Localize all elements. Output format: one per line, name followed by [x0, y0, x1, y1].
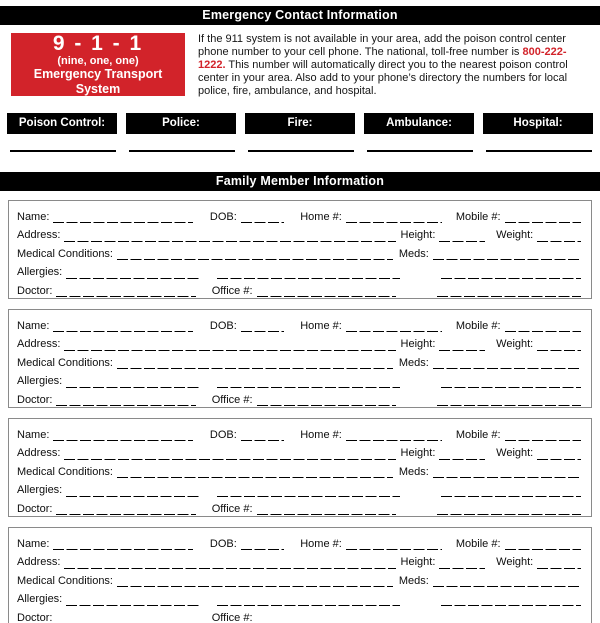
family-member-box-3 [8, 418, 592, 517]
medical-conditions-label: Medical Conditions: [17, 465, 113, 478]
doctor-label: Doctor: [17, 393, 53, 406]
allergies-continuation-blank-line [217, 264, 400, 279]
emergency-contact-blank-line [7, 134, 117, 152]
office-phone-label: Office #: [211, 502, 253, 515]
doctor-label: Doctor: [17, 611, 53, 623]
medical-conditions-blank-line [117, 355, 393, 370]
medical-conditions-label: Medical Conditions: [17, 247, 113, 260]
meds-label: Meds: [398, 574, 429, 587]
blank-line [10, 150, 116, 152]
address-blank-line [64, 445, 395, 460]
doctor-label: Doctor: [17, 502, 53, 515]
intro-paragraph [198, 33, 590, 98]
address-label: Address: [17, 338, 61, 350]
height-label: Height: [400, 229, 436, 241]
home-phone-blank-line [346, 209, 442, 224]
meds-label: Meds: [398, 465, 429, 478]
name-blank-line [53, 427, 193, 442]
office-phone-blank-line [257, 610, 396, 623]
address-label: Address: [17, 556, 61, 568]
meds-label: Meds: [398, 356, 429, 369]
allergies-continuation-blank-line [217, 373, 400, 388]
height-blank-line [439, 445, 485, 460]
office-phone-label: Office #: [211, 393, 253, 406]
name-label: Name: [17, 537, 50, 550]
dob-label: DOB: [209, 319, 237, 332]
name-blank-line [53, 536, 193, 551]
office-phone-label: Office #: [211, 284, 253, 297]
member-row-doctor [17, 279, 581, 298]
doctor-blank-line [56, 283, 195, 298]
address-blank-line [64, 336, 395, 351]
allergies-continuation-blank-line [217, 482, 400, 497]
section-header-emergency: Emergency Contact Information [0, 6, 600, 25]
mobile-phone-blank-line [505, 536, 581, 551]
mobile-phone-label: Mobile #: [455, 319, 501, 332]
height-blank-line [439, 336, 485, 351]
height-label: Height: [400, 556, 436, 568]
medical-conditions-blank-line [117, 464, 393, 479]
home-phone-blank-line [346, 427, 442, 442]
emergency-contact-label: Ambulance: [364, 113, 474, 134]
name-blank-line [53, 209, 193, 224]
office-phone-blank-line [257, 392, 396, 407]
emergency-contact-blank-line [364, 134, 474, 152]
member-row-address [17, 224, 581, 243]
dob-label: DOB: [209, 428, 237, 441]
emergency-contact-blank-line [483, 134, 593, 152]
meds-blank-line [433, 464, 581, 479]
height-label: Height: [400, 338, 436, 350]
member-row-address [17, 333, 581, 352]
home-phone-label: Home #: [300, 537, 342, 550]
weight-label: Weight: [496, 447, 534, 459]
member-row-allergies [17, 261, 581, 280]
home-phone-label: Home #: [300, 210, 342, 223]
member-row-doctor [17, 388, 581, 407]
meds-continuation-blank-line-1 [441, 591, 581, 606]
member-row-medical [17, 351, 581, 370]
height-blank-line [439, 554, 485, 569]
allergies-label: Allergies: [17, 375, 63, 387]
address-label: Address: [17, 447, 61, 459]
address-blank-line [64, 554, 395, 569]
weight-label: Weight: [496, 338, 534, 350]
address-label: Address: [17, 229, 61, 241]
home-phone-label: Home #: [300, 428, 342, 441]
dob-blank-line [241, 536, 284, 551]
allergies-blank-line [66, 482, 201, 497]
allergies-blank-line [66, 264, 201, 279]
section-header-family: Family Member Information [0, 172, 600, 191]
weight-blank-line [537, 336, 581, 351]
office-phone-blank-line [257, 283, 396, 298]
intro-text-before: If the 911 system is not available in your area, add the poison control center phone number to your cell phone. The national, toll-free number is [198, 33, 566, 58]
medical-conditions-label: Medical Conditions: [17, 574, 113, 587]
emergency-contact-label: Hospital: [483, 113, 593, 134]
emergency-contact-label: Poison Control: [7, 113, 117, 134]
home-phone-label: Home #: [300, 319, 342, 332]
meds-continuation-blank-line-1 [441, 482, 581, 497]
weight-label: Weight: [496, 556, 534, 568]
meds-continuation-blank-line-2 [437, 610, 581, 623]
dob-blank-line [241, 427, 284, 442]
emergency-contact-blank-line [126, 134, 236, 152]
name-label: Name: [17, 428, 50, 441]
family-member-box-2 [8, 309, 592, 408]
blank-line [486, 150, 592, 152]
doctor-label: Doctor: [17, 284, 53, 297]
weight-label: Weight: [496, 229, 534, 241]
member-row-name [17, 532, 581, 551]
mobile-phone-label: Mobile #: [455, 428, 501, 441]
height-label: Height: [400, 447, 436, 459]
allergies-blank-line [66, 373, 201, 388]
address-blank-line [64, 227, 395, 242]
home-phone-blank-line [346, 536, 442, 551]
weight-blank-line [537, 445, 581, 460]
meds-blank-line [433, 355, 581, 370]
allergies-label: Allergies: [17, 593, 63, 605]
emergency-contacts-blank-lines [7, 134, 593, 152]
doctor-blank-line [56, 392, 195, 407]
member-row-doctor [17, 497, 581, 516]
mobile-phone-label: Mobile #: [455, 210, 501, 223]
allergies-blank-line [66, 591, 201, 606]
allergies-label: Allergies: [17, 484, 63, 496]
blank-line [248, 150, 354, 152]
member-row-allergies [17, 588, 581, 607]
medical-conditions-label: Medical Conditions: [17, 356, 113, 369]
emergency-contacts-row [7, 113, 593, 134]
emergency-contact-blank-line [245, 134, 355, 152]
name-label: Name: [17, 319, 50, 332]
member-row-name [17, 314, 581, 333]
name-label: Name: [17, 210, 50, 223]
member-row-name [17, 205, 581, 224]
dob-blank-line [241, 318, 284, 333]
medical-conditions-blank-line [117, 246, 393, 261]
mobile-phone-label: Mobile #: [455, 537, 501, 550]
intro-section [11, 33, 590, 98]
nine-one-one-subtitle: Emergency Transport System [33, 67, 163, 96]
name-blank-line [53, 318, 193, 333]
meds-continuation-blank-line-2 [437, 392, 581, 407]
family-member-boxes [0, 200, 600, 623]
doctor-blank-line [56, 501, 195, 516]
nine-one-one-words: (nine, one, one) [57, 55, 139, 67]
member-row-medical [17, 460, 581, 479]
poison-control-phone-number: 800-222-1222. [198, 46, 567, 71]
dob-blank-line [241, 209, 284, 224]
nine-one-one-box [11, 33, 185, 96]
meds-label: Meds: [398, 247, 429, 260]
meds-continuation-blank-line-1 [441, 264, 581, 279]
emergency-contact-label: Police: [126, 113, 236, 134]
member-row-medical [17, 569, 581, 588]
family-member-box-4 [8, 527, 592, 623]
blank-line [129, 150, 235, 152]
dob-label: DOB: [209, 210, 237, 223]
intro-text-after: This number will automatically direct you to the nearest poison control center in your area. Also add to your phone’s directory the numbers for local police, fire, ambulance, and hospital. [198, 59, 568, 97]
weight-blank-line [537, 554, 581, 569]
weight-blank-line [537, 227, 581, 242]
member-row-doctor [17, 606, 581, 623]
meds-blank-line [433, 246, 581, 261]
mobile-phone-blank-line [505, 427, 581, 442]
mobile-phone-blank-line [505, 209, 581, 224]
member-row-allergies [17, 370, 581, 389]
height-blank-line [439, 227, 485, 242]
meds-continuation-blank-line-2 [437, 283, 581, 298]
home-phone-blank-line [346, 318, 442, 333]
meds-continuation-blank-line-2 [437, 501, 581, 516]
meds-continuation-blank-line-1 [441, 373, 581, 388]
mobile-phone-blank-line [505, 318, 581, 333]
member-row-allergies [17, 479, 581, 498]
member-row-address [17, 551, 581, 570]
medical-conditions-blank-line [117, 573, 393, 588]
office-phone-label: Office #: [211, 611, 253, 623]
allergies-continuation-blank-line [217, 591, 400, 606]
dob-label: DOB: [209, 537, 237, 550]
blank-line [367, 150, 473, 152]
member-row-medical [17, 242, 581, 261]
member-row-address [17, 442, 581, 461]
allergies-label: Allergies: [17, 266, 63, 278]
meds-blank-line [433, 573, 581, 588]
doctor-blank-line [56, 610, 195, 623]
emergency-contact-label: Fire: [245, 113, 355, 134]
office-phone-blank-line [257, 501, 396, 516]
nine-one-one-number: 9 - 1 - 1 [52, 32, 144, 55]
family-member-box-1 [8, 200, 592, 299]
member-row-name [17, 423, 581, 442]
